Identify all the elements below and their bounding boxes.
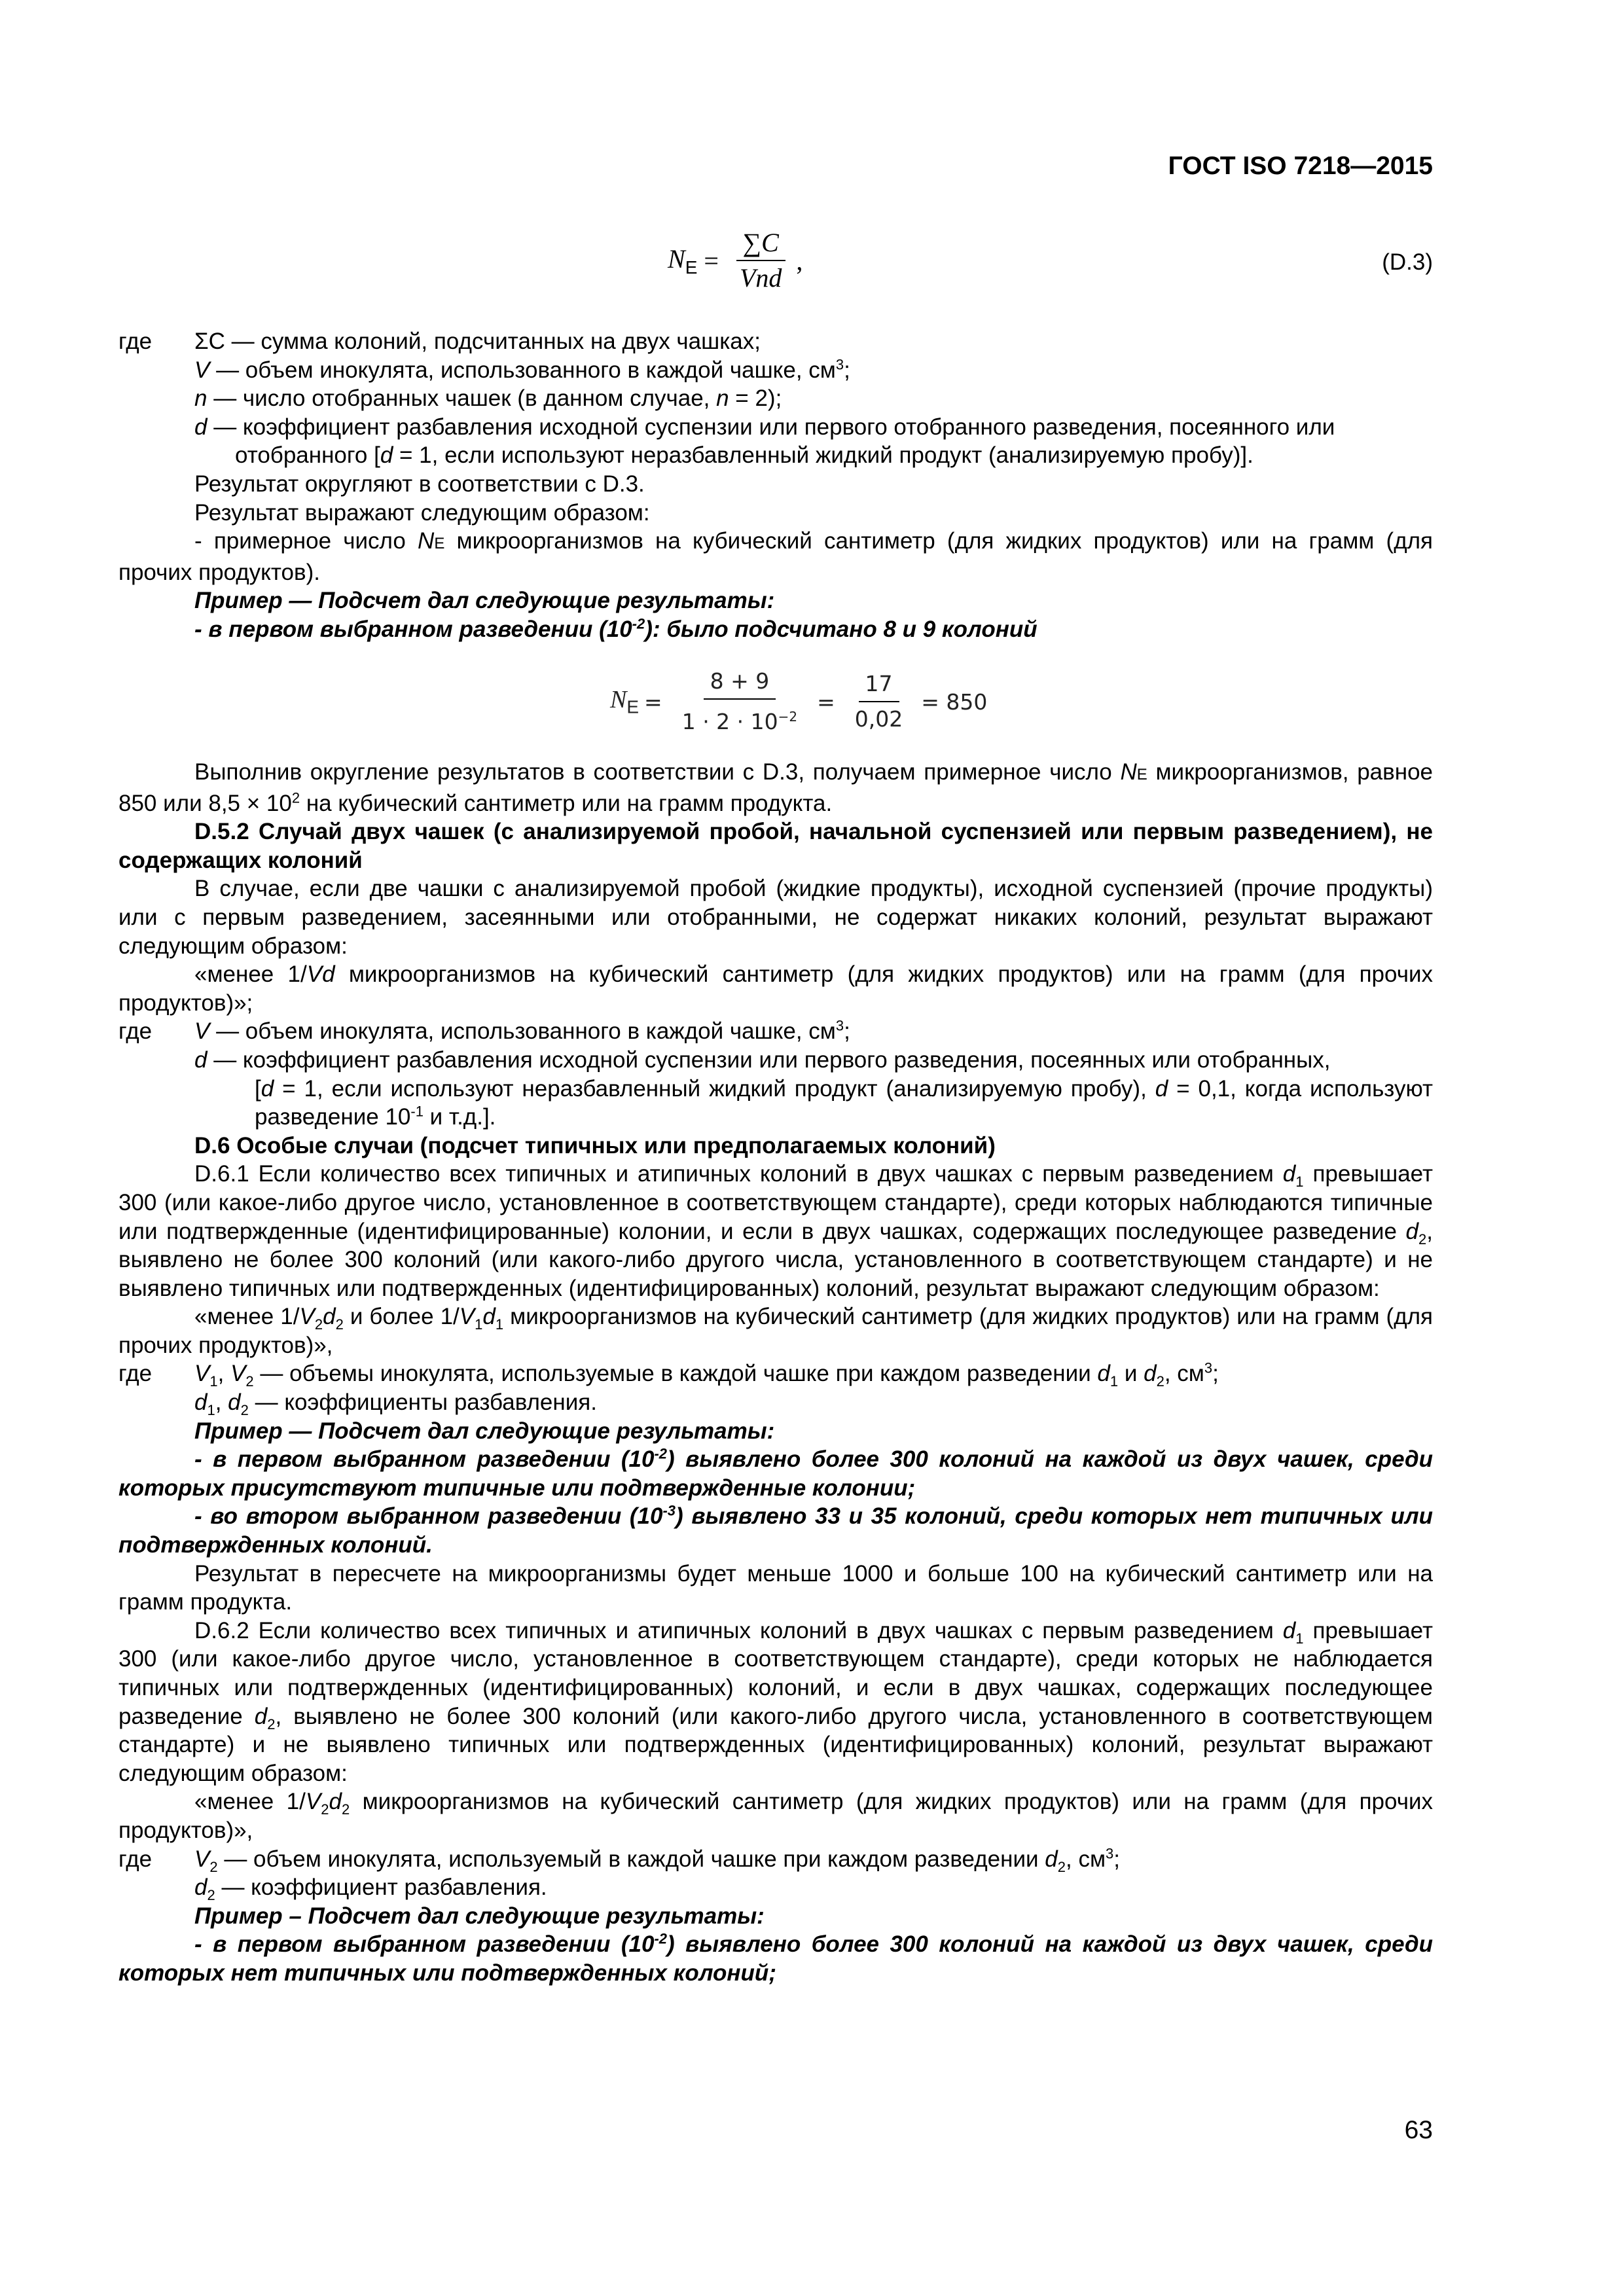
where-block-1 <box>118 327 1433 470</box>
equation-number: (D.3) <box>1382 249 1433 275</box>
section-d52-heading: D.5.2 Случай двух чашек (с анализируемой пробой, начальной суспензией или первым разведением), не содержащих колоний <box>118 819 1433 873</box>
equals-sign: = <box>704 245 719 276</box>
d62-def-v: $V_2$ — объем инокулята, используемый в каждой чашке при каждом разведении $d_2$, $см^3$; <box>194 1844 1121 1875</box>
body-main <box>118 758 1433 1988</box>
d61-result: Результат в пересчете на микроорганизмы будет меньше 1000 и больше 100 на кубический сантиметр или на грамм продукта. <box>118 1560 1433 1615</box>
example1-title: Пример — Подсчет дал следующие результаты: <box>194 588 775 614</box>
d62-example-title: Пример – Подсчет дал следующие результаты: <box>194 1903 765 1929</box>
page-number: 63 <box>1404 2116 1433 2144</box>
def-d: d — коэффициент разбавления исходной суспензии или первого отобранного разведения, посеянного или <box>194 414 1335 440</box>
formula-expression <box>668 218 803 303</box>
where-label: где <box>118 329 153 354</box>
formula-ex-result: = 850 <box>921 689 988 715</box>
def-d-cont: отобранного [d = 1, если используют неразбавленный жидкий продукт (анализируемую пробу)]. <box>235 442 1254 469</box>
d62-example-line-1: - в первом выбранном разведении $(10^{-2})$ выявлено более 300 колоний на каждой из двух чашек, среди которых нет типичных или подтвержденных колоний; <box>118 1930 1433 1986</box>
document-header: ГОСТ ISO 7218—2015 <box>1168 152 1433 180</box>
where-label: где <box>118 1361 153 1387</box>
d62-def-d: $d_2$ — коэффициент разбавления. <box>194 1874 547 1904</box>
def-v: V — объем инокулята, использованного в каждой чашке, $см^3$; <box>194 355 850 383</box>
fraction-denominator: Vnd <box>739 263 782 293</box>
p-express: Результат выражают следующим образом: <box>194 499 650 526</box>
where-block-3 <box>118 1359 1433 1419</box>
equals-sign: = <box>817 689 835 715</box>
def-sum-c: ΣC — сумма колоний, подсчитанных на двух чашках; <box>194 329 761 354</box>
where-label: где <box>118 1018 153 1045</box>
d52-def-v: V — объем инокулята, использованного в каждой чашке, $см^3$; <box>194 1017 850 1045</box>
formula-example <box>0 662 1624 741</box>
p-after-example: Выполнив округление результатов в соответствии с D.3, получаем примерное число NE микроорганизмов, равное 850 или $8,5 \times 10^2$ на кубический сантиметр или на грамм продукта. <box>118 759 1433 816</box>
example1-line: - в первом выбранном разведении $(10^{-2})$: было подсчитано 8 и 9 колоний <box>194 615 1038 642</box>
formula-example-expression <box>610 662 987 741</box>
d61-def-d: $d_1$, $d_2$ — коэффициенты разбавления. <box>194 1390 597 1419</box>
where-block-2 <box>118 1017 1433 1131</box>
d52-p1: В случае, если две чашки с анализируемой пробой (жидкие продукты), исходной суспензией (прочие продукты) или с первым разведением, засеянными или отобранными, не содержат никаких колоний, результат выражают следующим образом: <box>118 876 1433 959</box>
section-d6-heading: D.6 Особые случаи (подсчет типичных или предполагаемых колоний) <box>194 1132 996 1158</box>
formula-ex-lhs: $N_E$ <box>610 686 640 717</box>
formula-d3 <box>0 218 1624 303</box>
d61-example-line-1: - в первом выбранном разведении $(10^{-2})$ выявлено более 300 колоний на каждой из двух чашек, среди которых присутствуют типичные или подтвержденные колонии; <box>118 1445 1433 1501</box>
d52-def-d: d — коэффициент разбавления исходной суспензии или первого разведения, посеянных или отобранных, <box>194 1047 1331 1073</box>
fraction-numerator: 17 <box>859 667 899 702</box>
body-top <box>118 327 1433 644</box>
fraction-numerator: ∑C <box>736 226 785 261</box>
d61-quote: «менее $1/V_2d_2$ и более $1/V_1d_1$ микроорганизмов на кубический сантиметр (для жидких продуктов) или на грамм (для прочих продуктов)», <box>118 1304 1434 1358</box>
d62-quote: «менее $1/V_2d_2$ микроорганизмов на кубический сантиметр (для жидких продуктов) или на грамм (для прочих продуктов)», <box>118 1789 1433 1843</box>
formula-ex-fraction-2 <box>848 667 909 736</box>
formula-ex-fraction-1 <box>676 664 804 739</box>
d61-def-v: $V_1$, $V_2$ — объемы инокулята, используемые в каждой чашке при каждом разведении $d_1$ и $d_2$, $см^3$; <box>194 1359 1219 1390</box>
where-block-4 <box>118 1845 1433 1902</box>
d52-quote: «менее 1/Vd микроорганизмов на кубический сантиметр (для жидких продуктов) или на грамм (для прочих продуктов)»; <box>118 961 1434 1016</box>
where-label: где <box>118 1846 153 1872</box>
d61-example-line-2: - во втором выбранном разведении $(10^{-3})$ выявлено 33 и 35 колоний, среди которых нет типичных или подтвержденных колоний. <box>118 1502 1433 1558</box>
d61-example-title: Пример — Подсчет дал следующие результаты: <box>194 1418 775 1444</box>
d52-def-d-cont: [d = 1, если используют неразбавленный жидкий продукт (анализируемую пробу), d = 0,1, когда используют разведение $10^{-1}$ и т.д.]. <box>255 1075 1433 1130</box>
formula-fraction <box>733 226 788 295</box>
equals-sign: = <box>644 689 662 715</box>
d61-paragraph: D.6.1 Если количество всех типичных и атипичных колоний в двух чашках с первым разведением $d_1$ превышает 300 (или какое-либо другое число, установленное в соответствующем стандарте), среди которых наблюдаются типичные или подтвержденные (идентифицированные) колонии, и если в двух чашках, содержащих последующее разведение $d_2$, выявлено не более 300 колоний (или какого-либо другого числа, установленного в соответствующем стандарте) и не выявлено типичных или подтвержденных (идентифицированных) колоний, результат выражают следующим образом: <box>118 1161 1433 1301</box>
fraction-denominator: 0,02 <box>854 706 903 732</box>
formula-trail: , <box>796 245 803 276</box>
d62-paragraph: D.6.2 Если количество всех типичных и атипичных колоний в двух чашках с первым разведением $d_1$ превышает 300 (или какое-либо другое число, установленное в соответствующем стандарте), среди которых не наблюдается типичных или подтвержденных (идентифицированных) колоний, и если в двух чашках, содержащих последующее разведение $d_2$, выявлено не более 300 колоний (или какого-либо другого числа, установленного в соответствующем стандарте) и не выявлено типичных или подтвержденных (идентифицированных) колоний, результат выражают следующим образом: <box>118 1617 1433 1786</box>
formula-lhs: $N_E$ <box>668 243 698 278</box>
fraction-denominator: $1 \cdot 2 \cdot 10^{-2}$ <box>681 709 798 734</box>
fraction-numerator: 8 + 9 <box>704 664 776 700</box>
p-round: Результат округляют в соответствии с D.3. <box>194 471 645 497</box>
p-approx: - примерное число NE микроорганизмов на кубический сантиметр (для жидких продуктов) или на грамм (для прочих продуктов). <box>118 528 1433 585</box>
def-n: n — число отобранных чашек (в данном случае, n = 2); <box>194 386 782 412</box>
